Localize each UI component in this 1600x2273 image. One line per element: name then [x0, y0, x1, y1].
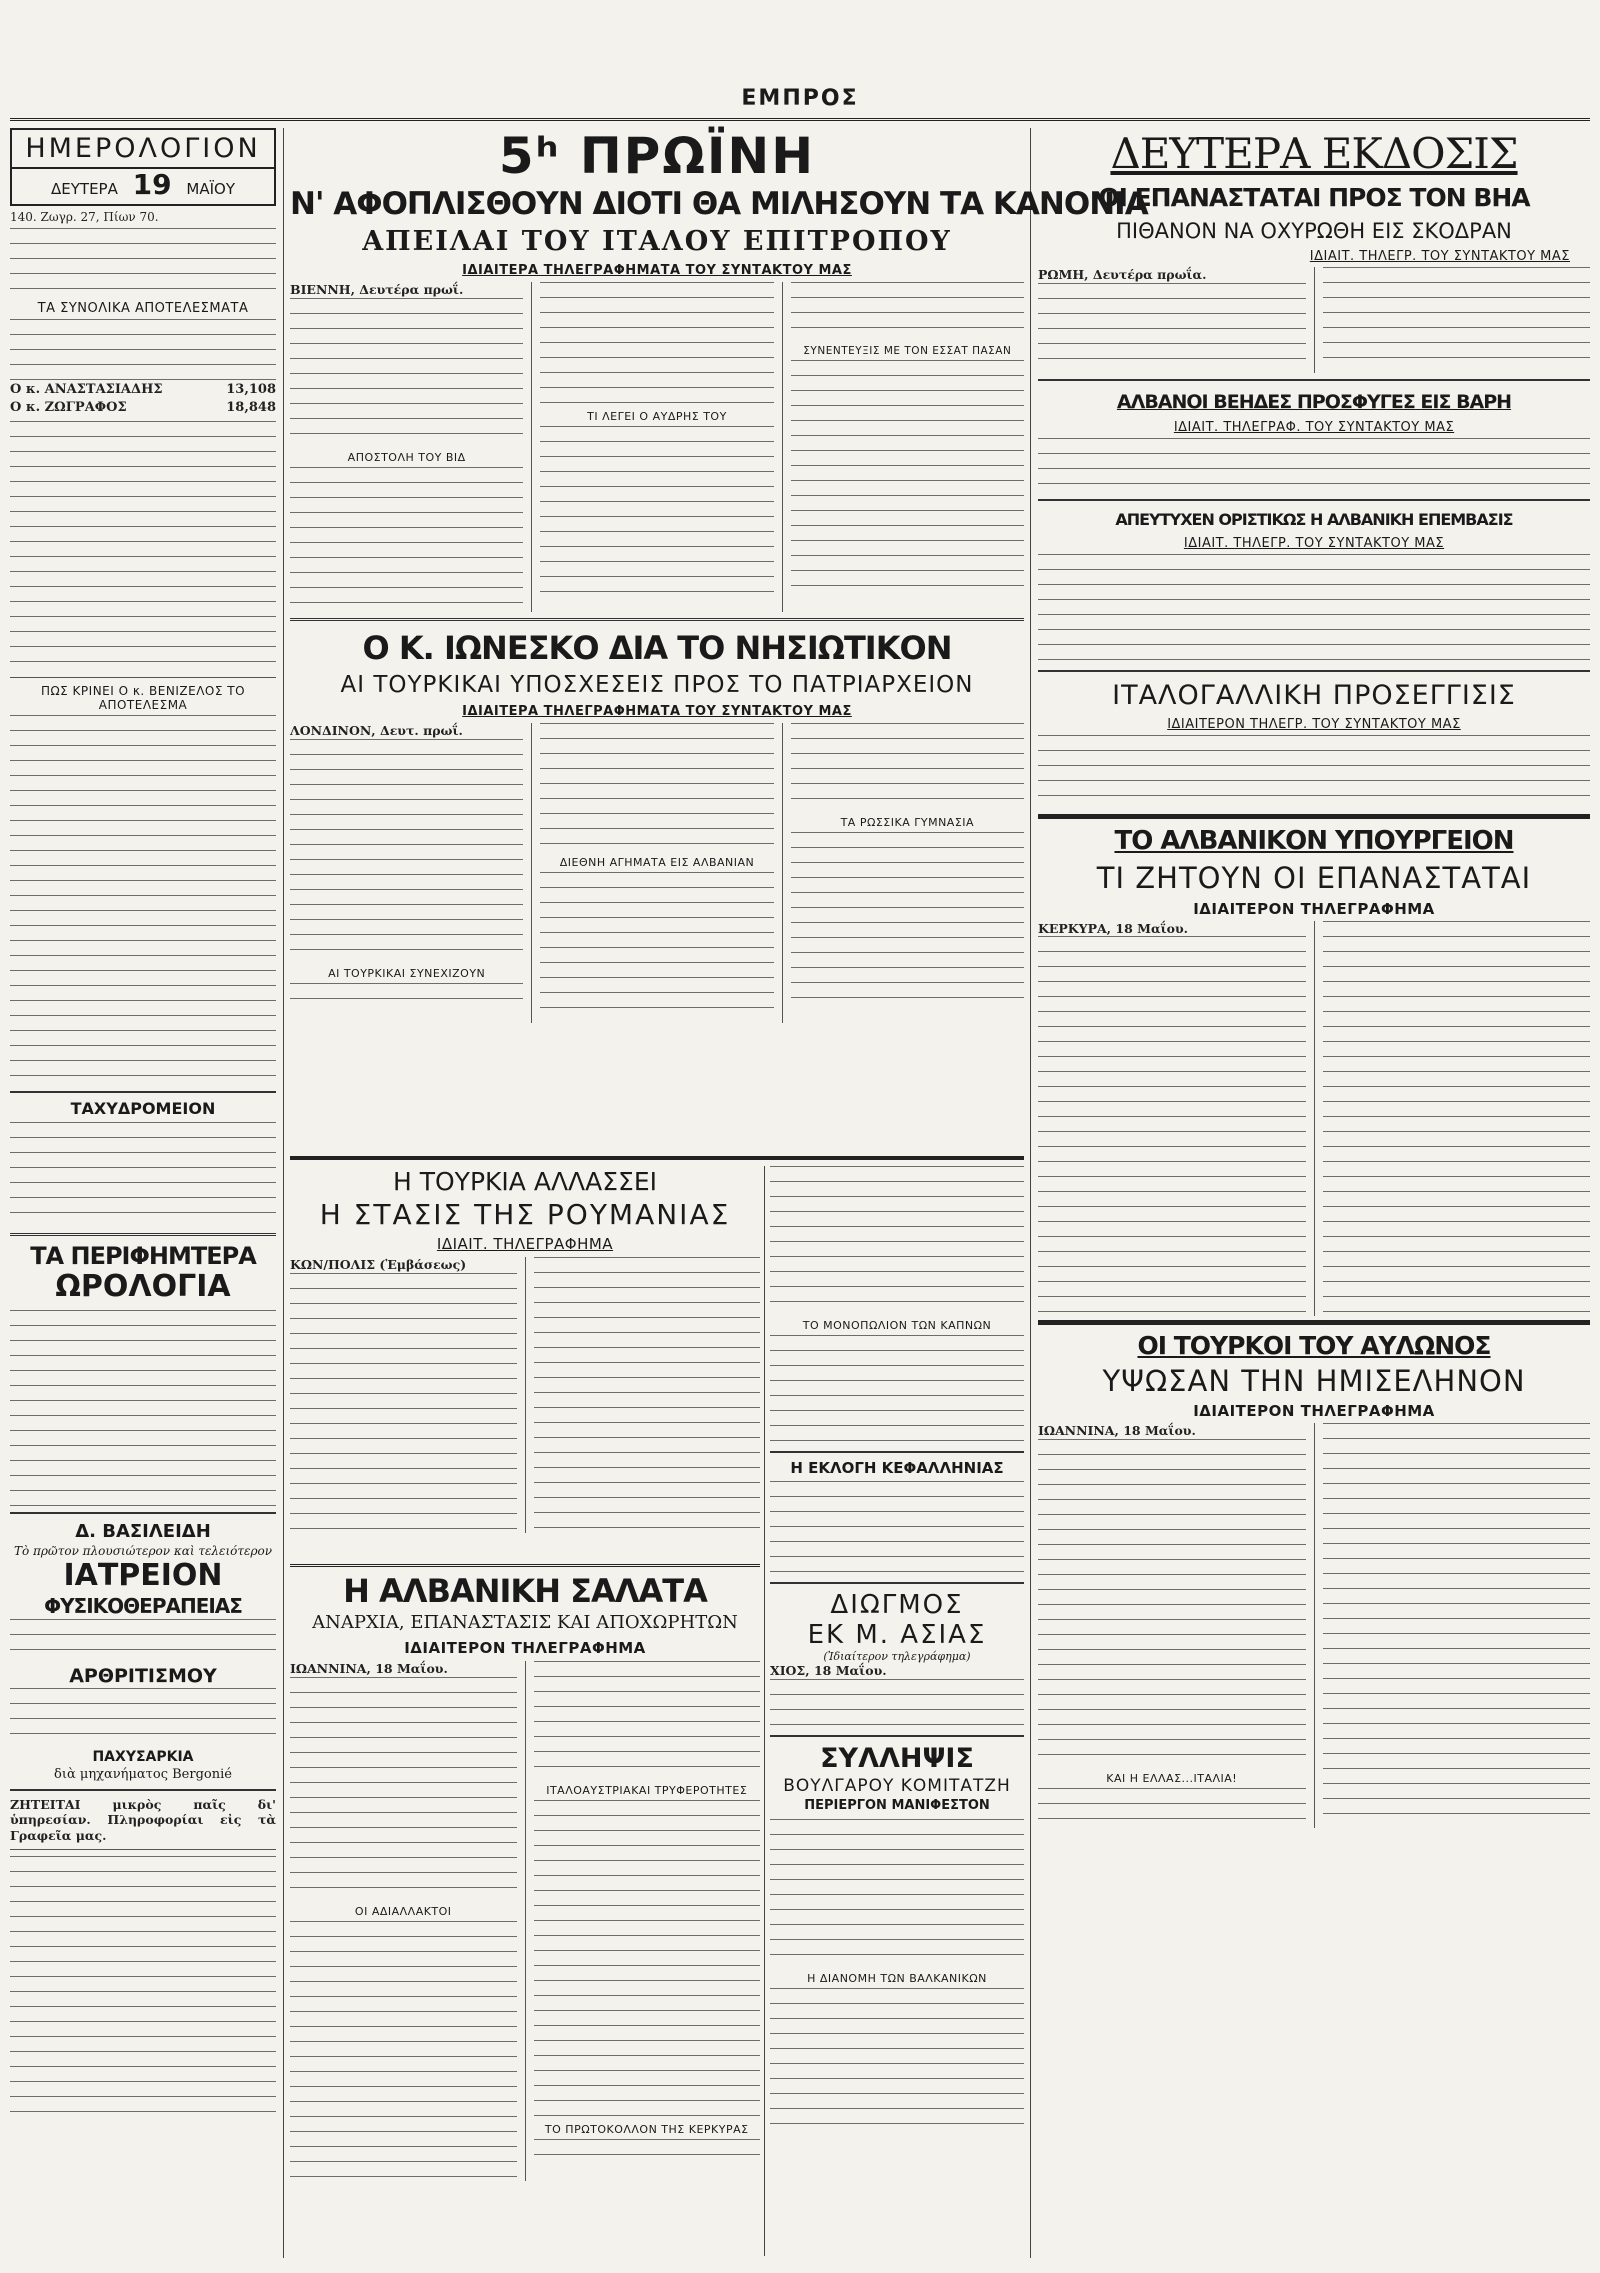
- text-block: [1323, 921, 1591, 1316]
- dateline: ΛΟΝΔΙΝΟΝ, Δευτ. πρωΐ.: [290, 723, 463, 738]
- text-block: [10, 228, 276, 298]
- right-column: [1038, 128, 1590, 2258]
- syllipsis-head2: ΒΟΥΛΓΑΡΟΥ ΚΟΜΙΤΑΤΖΗ: [783, 1775, 1011, 1796]
- small-heading: ΤΟ ΜΟΝΟΠΩΛΙΟΝ ΤΩΝ ΚΑΠΝΩΝ: [802, 1319, 992, 1332]
- dateline: ΙΩΑΝΝΙΝΑ, 18 Μαΐου.: [1038, 1423, 1196, 1438]
- calendar-month: ΜΑΪΟΥ: [186, 180, 235, 198]
- text-block: [290, 1921, 517, 2181]
- calendar-box: [10, 128, 276, 206]
- right-head4: ΙΤΑΛΟΓΑΛΛΙΚΗ ΠΡΟΣΕΓΓΙΣΙΣ: [1112, 679, 1516, 711]
- text-block: [10, 1122, 276, 1227]
- byline: ΙΔΙΑΙΤΕΡΑ ΤΗΛΕΓΡΑΦΗΜΑΤΑ ΤΟΥ ΣΥΝΤΑΚΤΟΥ ΜΑΣ: [462, 263, 852, 278]
- small-heading: Η ΔΙΑΝΟΜΗ ΤΩΝ ΒΑΛΚΑΝΙΚΩΝ: [807, 1971, 987, 1985]
- text-block: [290, 1273, 517, 1533]
- score-name: Ο κ. ΖΩΓΡΑΦΟΣ: [10, 399, 127, 415]
- score-value: 18,848: [226, 399, 276, 415]
- text-block: [770, 1679, 1024, 1729]
- text-block: [1038, 438, 1590, 493]
- right-sub1: ΟΙ ΕΠΑΝΑΣΤΑΤΑΙ ΠΡΟΣ ΤΟΝ ΒΗΑ: [1098, 183, 1530, 212]
- story-columns: [1038, 1423, 1590, 1828]
- text-block: [540, 426, 773, 601]
- text-block: [10, 421, 276, 671]
- text-block: [791, 360, 1024, 595]
- text-block: [534, 1661, 761, 1781]
- ad-pachysarkia: ΠΑΧΥΣΑΡΚΙΑ: [92, 1748, 194, 1765]
- story-col: [534, 1661, 761, 2181]
- text-block: [10, 319, 276, 381]
- masthead: ΕΜΠΡΟΣ: [741, 86, 859, 111]
- story-col: [791, 723, 1024, 1023]
- dateline: ΧΙΟΣ, 18 Μαΐου.: [770, 1663, 887, 1678]
- column-rule: [283, 128, 284, 2258]
- section-rule: [290, 1156, 1024, 1160]
- text-block: [540, 723, 773, 853]
- ad-bergonie: διὰ μηχανήματος Bergonié: [54, 1766, 232, 1782]
- text-block: [10, 1856, 276, 2116]
- story-col: [534, 1257, 761, 1533]
- text-block: [1038, 735, 1590, 810]
- ad-fysiko: ΦΥΣΙΚΟΘΕΡΑΠΕΙΑΣ: [44, 1593, 242, 1618]
- story-col: [1323, 921, 1591, 1317]
- story-col: [1038, 921, 1306, 1317]
- score-name: Ο κ. ΑΝΑΣΤΑΣΙΑΔΗΣ: [10, 381, 163, 397]
- dateline: ΡΩΜΗ, Δευτέρα πρωΐα.: [1038, 267, 1207, 282]
- story-columns: [1038, 921, 1590, 1317]
- story-col: [540, 723, 773, 1023]
- small-heading: ΤΑ ΡΩΣΣΙΚΑ ΓΥΜΝΑΣΙΑ: [840, 816, 975, 829]
- story-col: [540, 282, 773, 612]
- right-head2: ΑΛΒΑΝΟΙ ΒΕΗΔΕΣ ΠΡΟΣΦΥΓΕΣ ΕΙΣ ΒΑΡΗ: [1116, 390, 1512, 413]
- right-head7: ΟΙ ΤΟΥΡΚΟΙ ΤΟΥ ΑΥΛΩΝΟΣ: [1137, 1331, 1491, 1360]
- tachydromeion-heading: ΤΑΧΥΔΡΟΜΕΙΟΝ: [70, 1098, 216, 1118]
- text-block: [1323, 1423, 1591, 1818]
- ad-line1: Τὸ πρῶτον πλουσιώτερον καὶ τελειότερον: [13, 1543, 273, 1558]
- text-block: [534, 1800, 761, 2120]
- salata-subhead: ΑΝΑΡΧΙΑ, ΕΠΑΝΑΣΤΑΣΙΣ ΚΑΙ ΑΠΟΧΩΡΗΤΩΝ: [312, 1612, 738, 1633]
- main-headline: Ν' ΑΦΟΠΛΙΣΘΟΥΝ ΔΙΟΤΙ ΘΑ ΜΙΛΗΣΟΥΝ ΤΑ ΚΑΝΟΝΙΑ: [290, 186, 1148, 222]
- text-block: [290, 983, 523, 1013]
- story-col: [1323, 267, 1591, 373]
- column-rule: [1030, 128, 1031, 2258]
- text-block: [10, 1619, 276, 1664]
- story-col: [290, 723, 523, 1023]
- byline: ΙΔΙΑΙΤΕΡΟΝ ΤΗΛΕΓΡΑΦΗΜΑ: [1193, 1402, 1435, 1420]
- calendar-date: 19: [132, 168, 172, 201]
- text-block: [1323, 267, 1591, 372]
- text-block: [1038, 554, 1590, 664]
- text-block: [290, 1677, 517, 1902]
- left-column: [10, 128, 276, 2258]
- center-right-column: [770, 1166, 1024, 2256]
- byline: ΙΔΙΑΙΤΕΡΟΝ ΤΗΛΕΓΡ. ΤΟΥ ΣΥΝΤΑΚΤΟΥ ΜΑΣ: [1167, 716, 1461, 732]
- text-block: [540, 872, 773, 1012]
- text-block: [10, 1310, 276, 1506]
- tourkia-head1: Η ΤΟΥΡΚΙΑ ΑΛΛΑΣΣΕΙ: [392, 1167, 658, 1196]
- text-block: [791, 723, 1024, 813]
- text-block: [1038, 1439, 1306, 1769]
- text-block: [290, 739, 523, 964]
- top-rule: [10, 118, 1590, 121]
- orologia-heading: ΩΡΟΛΟΓΙΑ: [55, 1268, 231, 1304]
- text-block: [534, 2139, 761, 2169]
- salata-story: [290, 1572, 760, 2262]
- story-col: [1038, 1423, 1306, 1828]
- story-columns: [290, 1661, 760, 2181]
- diogmos-byline: (Ἰδιαίτερον τηλεγράφημα): [823, 1650, 971, 1663]
- calendar-title: ΗΜΕΡΟΛΟΓΙΟΝ: [25, 133, 261, 164]
- byline: ΙΔΙΑΙΤΕΡΟΝ ΤΗΛΕΓΡΑΦΗΜΑ: [404, 1639, 646, 1657]
- score-value: 13,108: [226, 381, 276, 397]
- right-head3: ΑΠΕΥΤΥΧΕΝ ΟΡΙΣΤΙΚΩΣ Η ΑΛΒΑΝΙΚΗ ΕΠΕΜΒΑΣΙΣ: [1115, 509, 1513, 529]
- right-head5: ΤΟ ΑΛΒΑΝΙΚΟΝ ΥΠΟΥΡΓΕΙΟΝ: [1114, 825, 1514, 856]
- small-heading: ΔΙΕΘΝΗ ΑΓΗΜΑΤΑ ΕΙΣ ΑΛΒΑΝΙΑΝ: [559, 856, 755, 869]
- dateline: ΚΕΡΚΥΡΑ, 18 Μαΐου.: [1038, 920, 1188, 936]
- calendar-day: ΔΕΥΤΕΡΑ: [51, 180, 118, 198]
- dateline: ΒΙΕΝΝΗ, Δευτέρα πρωΐ.: [290, 282, 464, 297]
- story-columns: [290, 1257, 760, 1533]
- text-block: [791, 832, 1024, 1012]
- small-heading: ΑΙ ΤΟΥΡΚΙΚΑΙ ΣΥΝΕΧΙΖΟΥΝ: [328, 966, 486, 980]
- text-block: [290, 298, 523, 448]
- story-col: [1038, 267, 1306, 373]
- story-col: [290, 1257, 517, 1533]
- text-block: [791, 282, 1024, 342]
- scores-list: [10, 381, 276, 417]
- small-heading: ΙΤΑΛΟΑΥΣΤΡΙΑΚΑΙ ΤΡΥΦΕΡΟΤΗΤΕΣ: [546, 1784, 748, 1797]
- story-col: [290, 282, 523, 612]
- kefallinia-heading: Η ΕΚΛΟΓΗ ΚΕΦΑΛΛΗΝΙΑΣ: [790, 1459, 1004, 1477]
- text-block: [1038, 936, 1306, 1316]
- text-block: [540, 282, 773, 407]
- byline: ΙΔΙΑΙΤ. ΤΗΛΕΓΡΑΦ. ΤΟΥ ΣΥΝΤΑΚΤΟΥ ΜΑΣ: [1173, 419, 1455, 435]
- right-head8: ΥΨΩΣΑΝ ΤΗΝ ΗΜΙΣΕΛΗΝΟΝ: [1102, 1364, 1526, 1398]
- ionesko-headline: Ο Κ. ΙΩΝΕΣΚΟ ΔΙΑ ΤΟ ΝΗΣΙΩΤΙΚΟΝ: [362, 629, 952, 667]
- text-block: [290, 467, 523, 607]
- byline: ΙΔΙΑΙΤΕΡΑ ΤΗΛΕΓΡΑΦΗΜΑΤΑ ΤΟΥ ΣΥΝΤΑΚΤΟΥ ΜΑΣ: [462, 704, 852, 719]
- text-block: [770, 1335, 1024, 1445]
- main-subhead: ΑΠΕΙΛΑΙ ΤΟΥ ΙΤΑΛΟΥ ΕΠΙΤΡΟΠΟΥ: [362, 226, 952, 257]
- zitite-notice: ΖΗΤΕΙΤΑΙ μικρὸς παῖς δι' ὑπηρεσίαν. Πληροφορίαι εἰς τὰ Γραφεῖα μας.: [10, 1796, 276, 1843]
- perifimtera-heading: ΤΑ ΠΕΡΙΦΗΜΤΕΡΑ: [30, 1241, 256, 1270]
- ad-box: [10, 1520, 276, 1783]
- syllipsis-head3: ΠΕΡΙΕΡΓΟΝ ΜΑΝΙΦΕΣΤΟΝ: [804, 1797, 990, 1813]
- ad-doctor: Δ. ΒΑΣΙΛΕΙΔΗ: [75, 1520, 211, 1542]
- tourkia-head2: Η ΣΤΑΣΙΣ ΤΗΣ ΡΟΥΜΑΝΙΑΣ: [319, 1198, 731, 1231]
- ad-iatreion: ΙΑΤΡΕΙΟΝ: [63, 1557, 223, 1593]
- small-heading: ΟΙ ΑΔΙΑΛΛΑΚΤΟΙ: [354, 1904, 452, 1918]
- ionesko-subhead: ΑΙ ΤΟΥΡΚΙΚΑΙ ΥΠΟΣΧΕΣΕΙΣ ΠΡΟΣ ΤΟ ΠΑΤΡΙΑΡΧΕΙΟΝ: [340, 672, 974, 698]
- dateline: ΙΩΑΝΝΙΝΑ, 18 Μαΐου.: [290, 1661, 448, 1676]
- score-row: [10, 381, 276, 399]
- byline: ΙΔΙΑΙΤ. ΤΗΛΕΓΡ. ΤΟΥ ΣΥΝΤΑΚΤΟΥ ΜΑΣ: [1309, 249, 1570, 264]
- byline: ΙΔΙΑΙΤ. ΤΗΛΕΓΡΑΦΗΜΑ: [436, 1235, 614, 1253]
- salata-headline: Η ΑΛΒΑΝΙΚΗ ΣΑΛΑΤΑ: [343, 1572, 707, 1610]
- ad-arthritismou: ΑΡΘΡΙΤΙΣΜΟΥ: [69, 1664, 217, 1687]
- score-row: [10, 399, 276, 417]
- text-block: [770, 1166, 1024, 1316]
- text-block: [1038, 283, 1306, 373]
- diogmos-head1: ΔΙΩΓΜΟΣ: [830, 1590, 964, 1620]
- right-sub2: ΠΙΘΑΝΟΝ ΝΑ ΟΧΥΡΩΘΗ ΕΙΣ ΣΚΟΔΡΑΝ: [1116, 219, 1512, 243]
- text-block: [770, 1481, 1024, 1576]
- text-block: [10, 1688, 276, 1748]
- byline: ΙΔΙΑΙΤΕΡΟΝ ΤΗΛΕΓΡΑΦΗΜΑ: [1193, 899, 1435, 918]
- text-block: [770, 1988, 1024, 2138]
- small-heading: ΣΥΝΕΝΤΕΥΞΙΣ ΜΕ ΤΟΝ ΕΣΣΑΤ ΠΑΣΑΝ: [803, 345, 1012, 357]
- syllipsis-head1: ΣΥΛΛΗΨΙΣ: [820, 1742, 974, 1774]
- byline: ΙΔΙΑΙΤ. ΤΗΛΕΓΡ. ΤΟΥ ΣΥΝΤΑΚΤΟΥ ΜΑΣ: [1183, 535, 1445, 551]
- synoliko-heading: ΤΑ ΣΥΝΟΛΙΚΑ ΑΠΟΤΕΛΕΣΜΑΤΑ: [37, 300, 249, 316]
- small-heading: ΤΙ ΛΕΓΕΙ Ο ΑΥΔΡΗΣ ΤΟΥ: [587, 410, 727, 423]
- dateline: ΚΩΝ/ΠΟΛΙΣ (Ἐμβάσεως): [290, 1257, 467, 1272]
- text-block: [1038, 1788, 1306, 1828]
- story-columns: [1038, 267, 1590, 373]
- diogmos-head2: ΕΚ Μ. ΑΣΙΑΣ: [807, 1620, 987, 1650]
- right-head6: ΤΙ ΖΗΤΟΥΝ ΟΙ ΕΠΑΝΑΣΤΑΤΑΙ: [1096, 860, 1532, 895]
- small-heading: ΑΠΟΣΤΟΛΗ ΤΟΥ ΒΙΔ: [347, 450, 466, 464]
- text-block: [534, 1257, 761, 1532]
- story-columns: [290, 723, 1024, 1023]
- story-columns: [290, 282, 1024, 612]
- text-block: [770, 1819, 1024, 1969]
- calendar-first-line: 140. Ζωγρ. 27, Πίων 70.: [10, 210, 159, 224]
- column-rule: [764, 1166, 765, 2256]
- text-block: [10, 715, 276, 1085]
- small-heading: ΤΟ ΠΡΩΤΟΚΟΛΛΟΝ ΤΗΣ ΚΕΡΚΥΡΑΣ: [544, 2123, 749, 2136]
- story-col: [1323, 1423, 1591, 1828]
- story-col: [290, 1661, 517, 2181]
- small-heading: ΚΑΙ Η ΕΛΛΑΣ...ΙΤΑΛΙΑ!: [1106, 1771, 1238, 1785]
- deftera-ekdosis-headline: ΔΕΥΤΕΡΑ ΕΚΔΟΣΙΣ: [1110, 129, 1518, 178]
- story-col: [791, 282, 1024, 612]
- tourkia-story: [290, 1166, 760, 1556]
- poss-krinei-heading: ΠΩΣ ΚΡΙΝΕΙ Ο κ. ΒΕΝΙΖΕΛΟΣ ΤΟ ΑΠΟΤΕΛΕΣΜΑ: [40, 683, 246, 712]
- section-rule: [290, 1564, 760, 1567]
- kicker-5h-proini: 5ʰ ΠΡΩΪΝΗ: [498, 127, 816, 185]
